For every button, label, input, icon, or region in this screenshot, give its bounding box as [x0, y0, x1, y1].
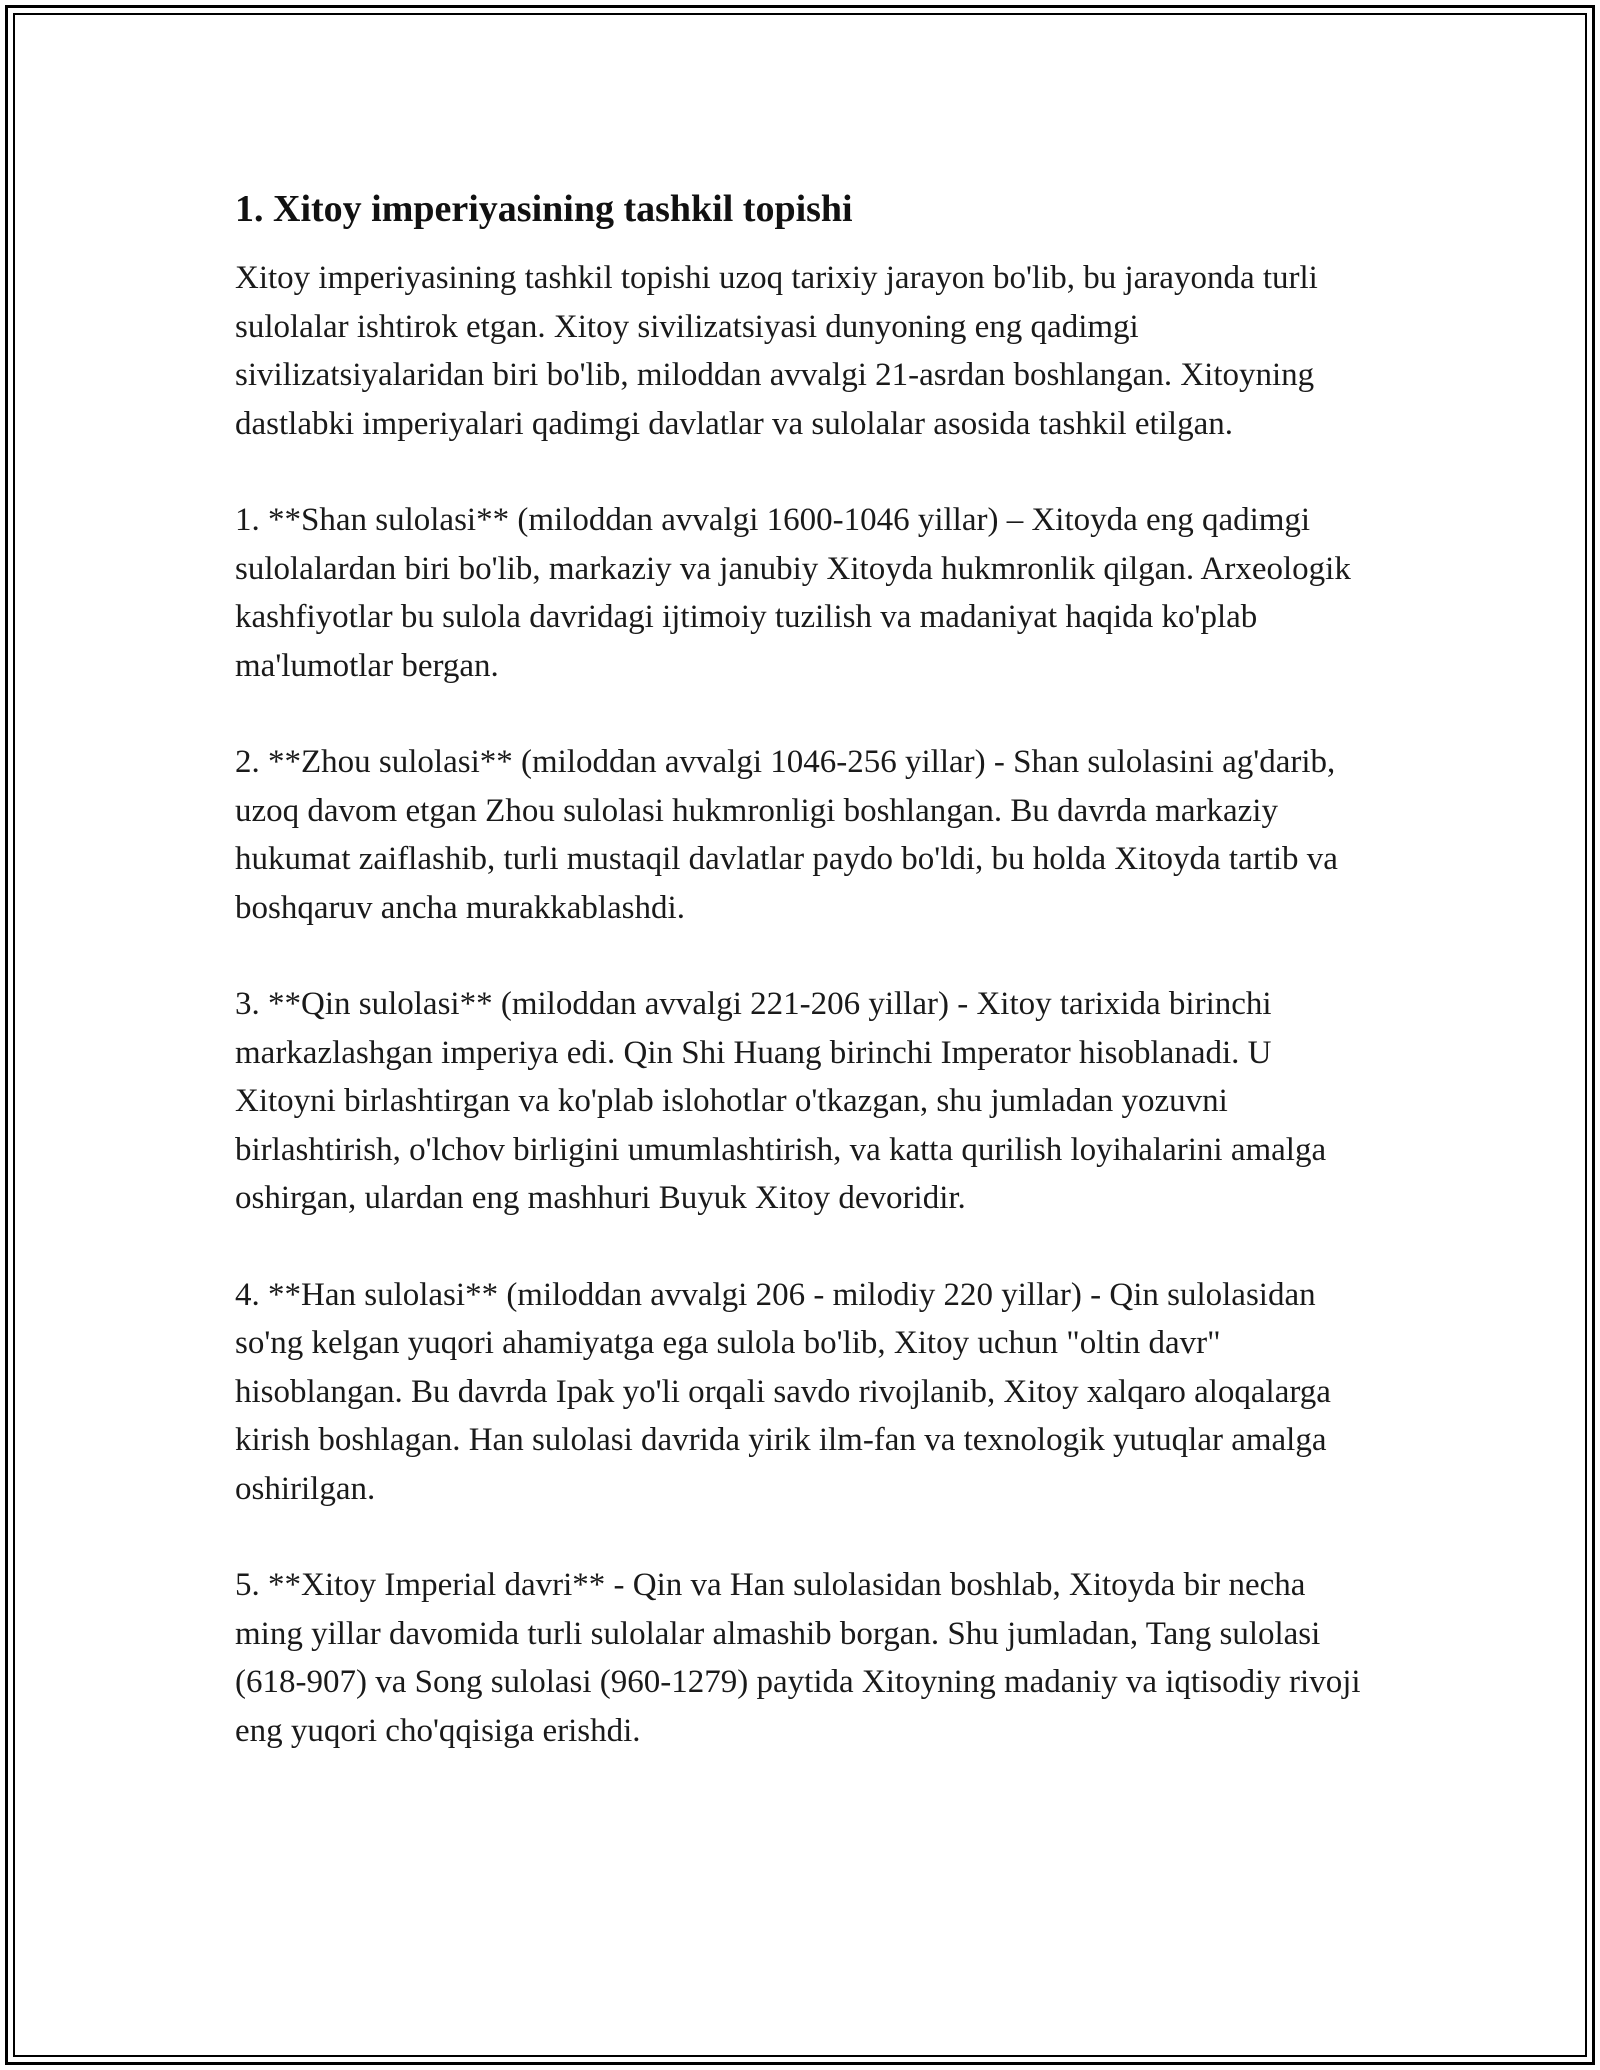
qin-dynasty-paragraph: 3. **Qin sulolasi** (miloddan avvalgi 221-206 yillar) - Xitoy tarixida birinchi markazlashgan imperiya edi. Qin Shi Huang birinchi Imperator hisoblanadi. U Xitoyni birlashtirgan va ko'plab islohotlar o'tkazgan, shu jumladan yozuvni birlashtirish, o'lchov birligini umumlashtirish, va katta qurilish loyihalarini amalga oshirgan, ulardan eng mashhuri Buyuk Xitoy devoridir.	[235, 986, 1327, 1216]
intro-paragraph: Xitoy imperiyasining tashkil topishi uzoq tarixiy jarayon bo'lib, bu jarayonda turli sulolalar ishtirok etgan. Xitoy sivilizatsiyasi dunyoning eng qadimgi sivilizatsiyalaridan biri bo'lib, miloddan avvalgi 21-asrdan boshlangan. Xitoyning dastlabki imperiyalari qadimgi davlatlar va sulolalar asosida tashkil etilgan.	[235, 260, 1318, 442]
section-heading: 1. Xitoy imperiyasining tashkil topishi	[235, 188, 853, 230]
shan-dynasty-paragraph: 1. **Shan sulolasi** (miloddan avvalgi 1600-1046 yillar) – Xitoyda eng qadimgi sulolalardan biri bo'lib, markaziy va janubiy Xitoyda hukmronlik qilgan. Arxeologik kashfiyotlar bu sulola davridagi ijtimoiy tuzilish va madaniyat haqida ko'plab ma'lumotlar bergan.	[235, 502, 1351, 684]
imperial-era-paragraph: 5. **Xitoy Imperial davri** - Qin va Han sulolasidan boshlab, Xitoyda bir necha ming yillar davomida turli sulolalar almashib borgan. Shu jumladan, Tang sulolasi (618-907) va Song sulolasi (960-1279) paytida Xitoyning madaniy va iqtisodiy rivoji eng yuqori cho'qqisiga erishdi.	[235, 1567, 1361, 1749]
document-body	[235, 186, 1365, 1803]
zhou-dynasty-paragraph: 2. **Zhou sulolasi** (miloddan avvalgi 1046-256 yillar) - Shan sulolasini ag'darib, uzoq davom etgan Zhou sulolasi hukmronligi boshlangan. Bu davrda markaziy hukumat zaiflashib, turli mustaqil davlatlar paydo bo'ldi, bu holda Xitoyda tartib va boshqaruv ancha murakkablashdi.	[235, 744, 1338, 926]
han-dynasty-paragraph: 4. **Han sulolasi** (miloddan avvalgi 206 - milodiy 220 yillar) - Qin sulolasidan so'ng kelgan yuqori ahamiyatga ega sulola bo'lib, Xitoy uchun "oltin davr" hisoblangan. Bu davrda Ipak yo'li orqali savdo rivojlanib, Xitoy xalqaro aloqalarga kirish boshlagan. Han sulolasi davrida yirik ilm-fan va texnologik yutuqlar amalga oshirilgan.	[235, 1276, 1331, 1507]
